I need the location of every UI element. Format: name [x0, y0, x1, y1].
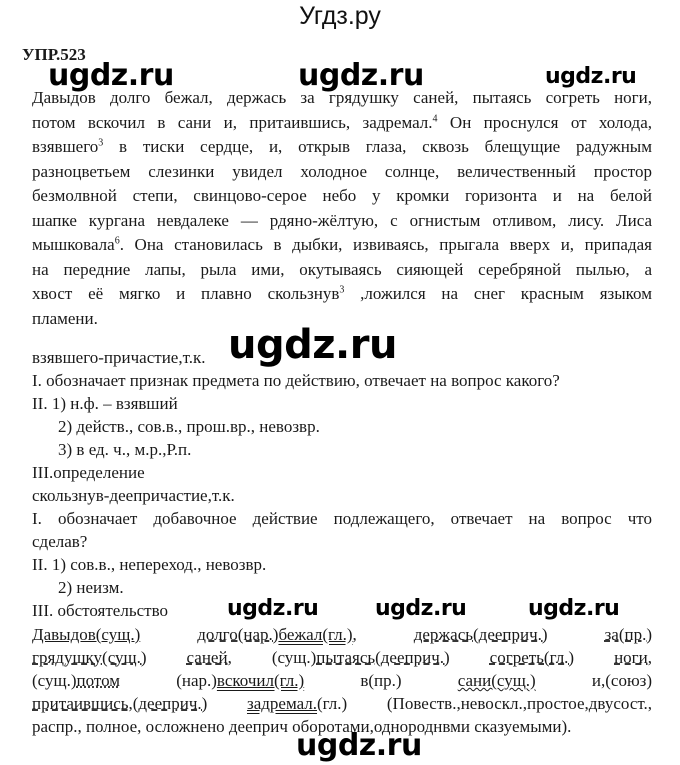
- analysis-word1-title: взявшего-причастие,т.к.: [32, 348, 206, 367]
- watermark: ugdz.ru: [296, 728, 422, 763]
- parsing-row-2: грядушку(сущ.) саней, (сущ.)пытаясь(дееприч.) согреть(гл.) ноги,: [32, 648, 652, 667]
- passage-line: Давыдов долго бежал, держась за грядушку саней, пытаясь согреть ноги,: [32, 88, 652, 107]
- analysis-word1-ii3: 3) в ед. ч., м.р.,Р.п.: [58, 440, 192, 459]
- parsing-row-4: притаившись,(дееприч.) задремал.(гл.) (Повеств.,невоскл.,простое,двусост.,: [32, 694, 653, 713]
- passage-line: на передние лапы, рыла ими, окутываясь сияющей серебряной пылью, а: [32, 259, 652, 279]
- parsing-row-1: Давыдов(сущ.) долго(нар.)бежал(гл.), держась(дееприч.) за(пр.): [32, 625, 652, 644]
- watermark: ugdz.ru: [375, 596, 467, 621]
- analysis-word1-ii2: 2) действ., сов.в., прош.вр., невозвр.: [58, 417, 320, 436]
- analysis-word2-i2: сделав?: [32, 532, 88, 551]
- watermark: ugdz.ru: [227, 596, 319, 621]
- passage-line: мышковала$^6$. Она становилась в дыбки, извиваясь, прыгала вверх и, припадая: [32, 235, 652, 254]
- passage-line: разноцветьем слезинки увидел холодное солнце, величественный простор: [32, 161, 652, 181]
- passage-line: потом вскочил в сани и, притаившись, задремал.$^4$ Он проснулся от холода,: [32, 112, 652, 132]
- analysis-word2-i1: I. обозначает добавочное действие подлежащего, отвечает на вопрос что: [32, 509, 652, 528]
- analysis-word2-ii1: II. 1) сов.в., непереход., невозвр.: [32, 555, 267, 574]
- parsing-row-3: (сущ.)потом (нар.)вскочил(гл.) в(пр.) сани(сущ.) и,(союз): [32, 671, 653, 690]
- analysis-word1-iii: III.определение: [32, 463, 145, 482]
- analysis-word1-ii1: II. 1) н.ф. – взявший: [32, 394, 178, 413]
- passage-line: хвост её мягко и плавно скользнув$^3$ ,ложился на снег красным языком: [32, 284, 652, 303]
- analysis-word1-i: I. обозначает признак предмета по действию, отвечает на вопрос какого?: [32, 371, 560, 390]
- watermark: ugdz.ru: [545, 64, 637, 89]
- exercise-number: УПР.523: [22, 45, 86, 64]
- passage-line: шапке кургана невдалеке — рдяно-жёлтую, с огнистым отливом, лису. Лиса: [32, 210, 652, 230]
- analysis-word2-title: скользнув-деепричастие,т.к.: [32, 486, 235, 505]
- passage-line: взявшего$^3$ в тиски сердце, и, открыв глаза, сквозь блещущие радужным: [32, 137, 652, 156]
- analysis-word2-iii: III. обстоятельство: [32, 601, 168, 620]
- watermark: ugdz.ru: [48, 58, 174, 93]
- watermark: ugdz.ru: [228, 322, 397, 368]
- watermark: ugdz.ru: [298, 58, 424, 93]
- passage-line: пламени.: [32, 308, 98, 328]
- parsing-row-5: распр., полное, осложнено деeприч оборотами,однороднвми сказуемыми).: [32, 717, 572, 736]
- passage-line: безмолвной степи, свинцово-серое небо у кромки горизонта и на белой: [32, 186, 652, 205]
- site-title: Угдз.ру: [299, 2, 381, 30]
- watermark: ugdz.ru: [528, 596, 620, 621]
- text-passage: [32, 86, 652, 331]
- analysis-word2-ii2: 2) неизм.: [58, 578, 124, 597]
